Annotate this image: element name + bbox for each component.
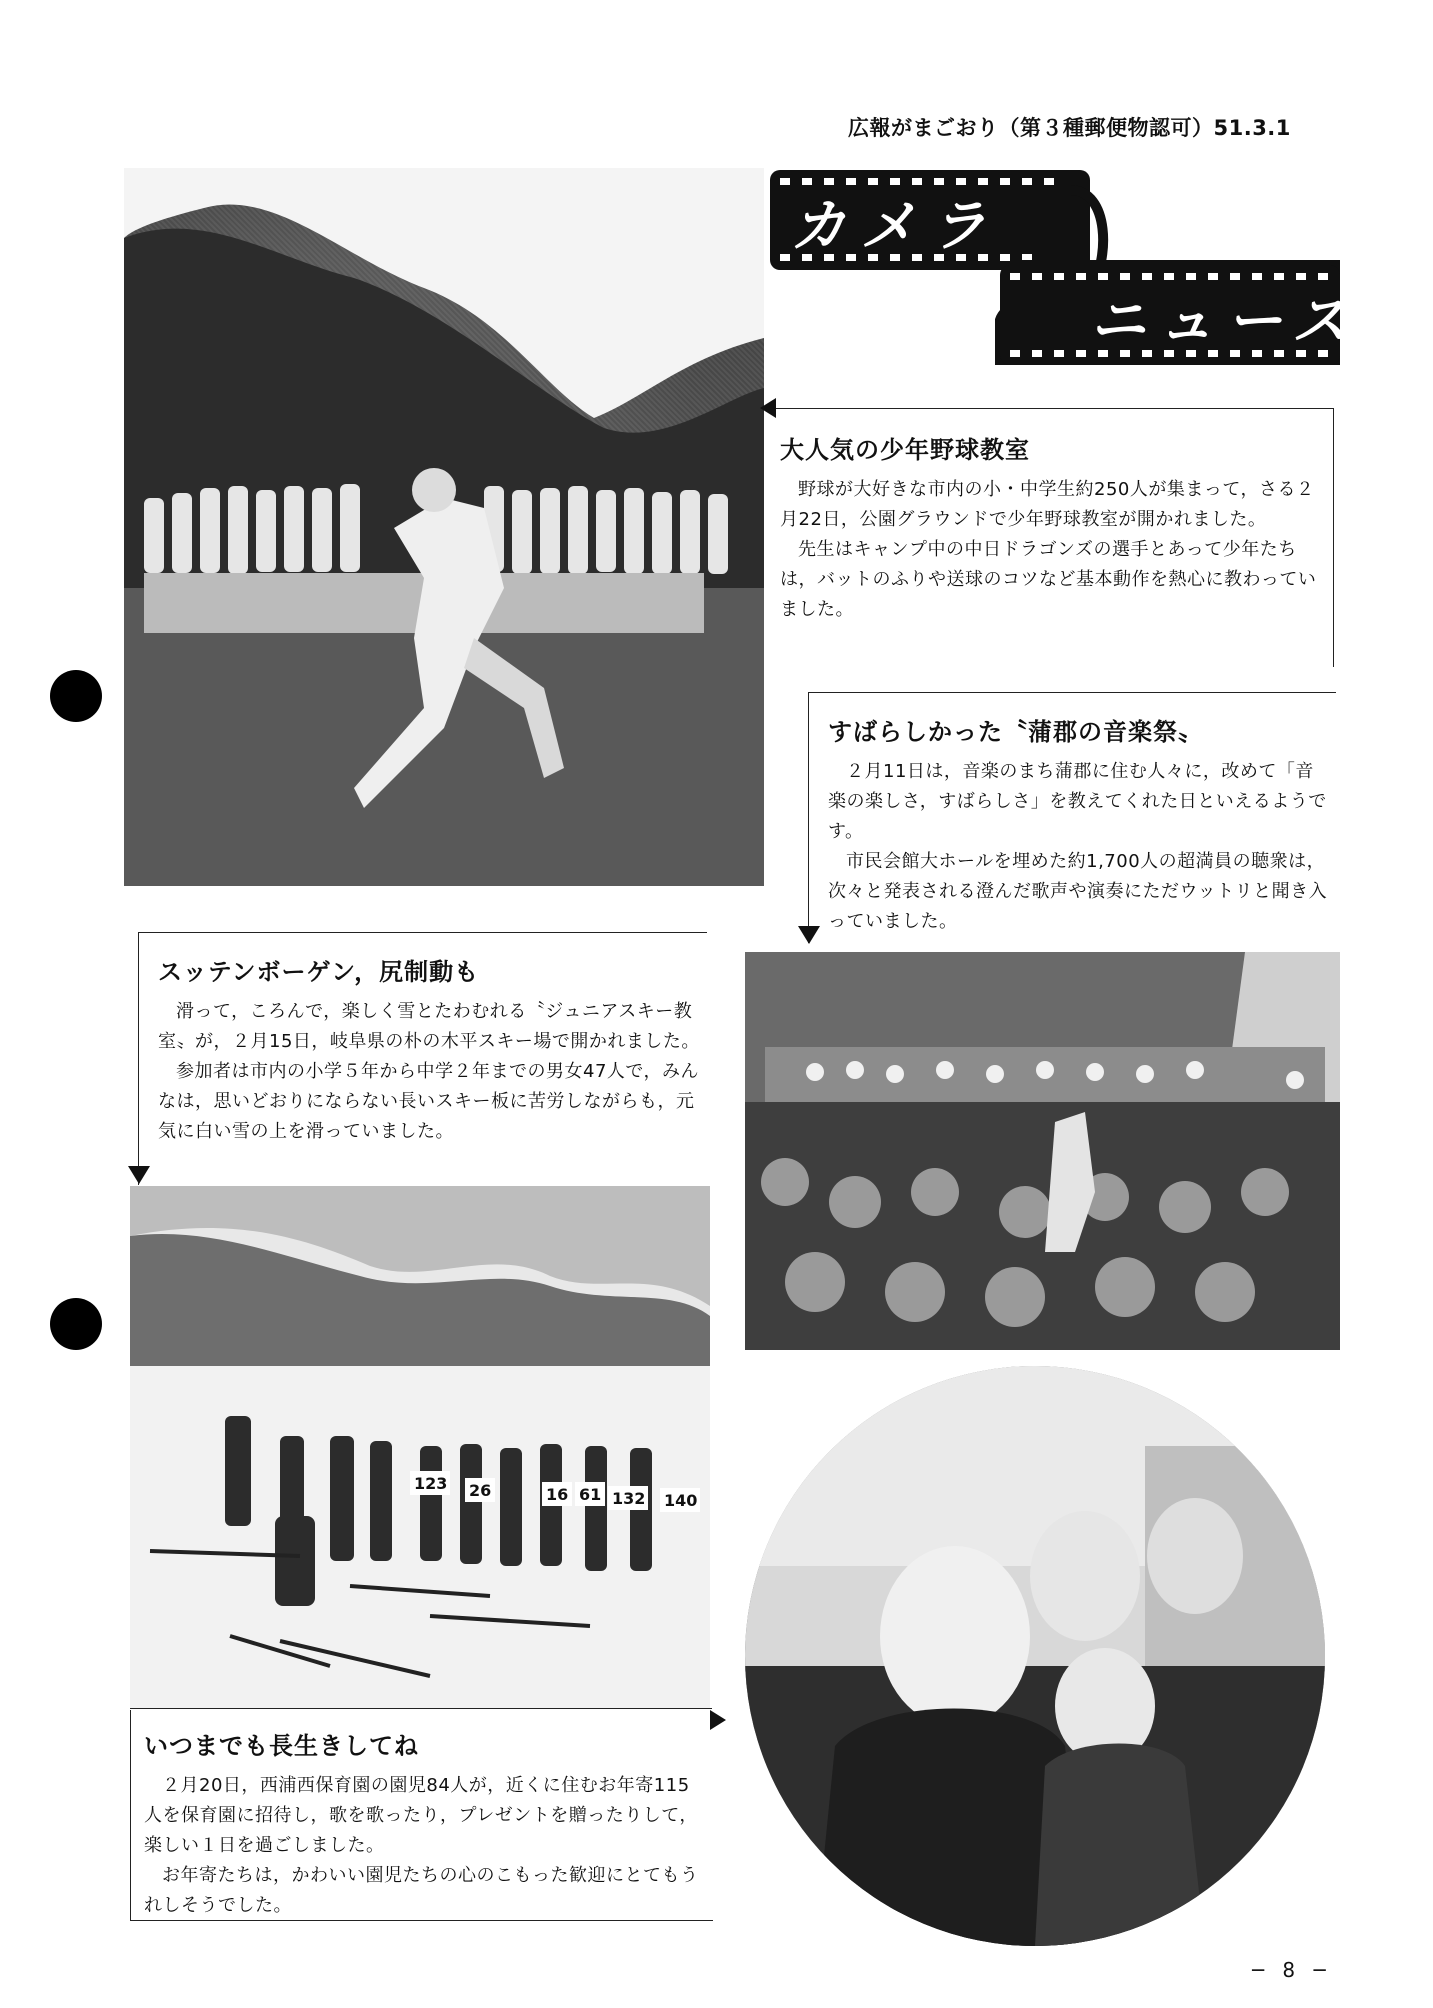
article-paragraph: 滑って，ころんで，楽しく雪とたわむれる〝ジュニアスキー教室〟が，２月15日，岐阜県の朴の木平スキー場で開かれました。 bbox=[158, 1001, 700, 1052]
ski-article bbox=[158, 952, 703, 1147]
article-title: スッテンボーゲン，尻制動も bbox=[158, 958, 480, 986]
article-paragraph: お年寄たちは，かわいい園児たちの心のこもった歓迎にとてもうれしそうでした。 bbox=[144, 1865, 699, 1916]
music-festival-photo bbox=[745, 952, 1340, 1350]
title-line-news: ニュース bbox=[1090, 289, 1340, 354]
article-paragraph: 参加者は市内の小学５年から中学２年までの男女47人で，みんなは，思いどおりにならない長いスキー板に苦労しながらも，元気に白い雪の上を滑っていました。 bbox=[158, 1061, 700, 1142]
right-arrow-icon bbox=[710, 1710, 726, 1730]
elders-article-top-rule bbox=[130, 1708, 712, 1709]
title-line-camera: カメラ bbox=[790, 194, 1000, 259]
article-paragraph: 市民会館大ホールを埋めた約1,700人の超満員の聴衆は，次々と発表される澄んだ歌声や演奏にただウットリと聞き入っていました。 bbox=[828, 851, 1328, 932]
camera-news-title bbox=[770, 170, 1340, 365]
binder-hole-top bbox=[50, 670, 102, 722]
article-paragraph: ２月11日は，音楽のまち蒲郡に住む人々に，改めて「音楽の楽しさ，すばらしさ」を教えてくれた日といえるようです。 bbox=[828, 761, 1327, 842]
left-arrow-icon bbox=[760, 398, 776, 418]
music-article bbox=[828, 712, 1328, 937]
ski-bib-number: 123 bbox=[414, 1474, 448, 1493]
binder-hole-bottom bbox=[50, 1298, 102, 1350]
article-paragraph: 先生はキャンプ中の中日ドラゴンズの選手とあって少年たちは，バットのふりや送球のコツなど基本動作を熱心に教わっていました。 bbox=[780, 539, 1317, 620]
elders-article bbox=[144, 1726, 704, 1921]
ski-bib-number: 16 bbox=[546, 1485, 569, 1504]
article-paragraph: ２月20日，西浦西保育園の園児84人が，近くに住むお年寄115人を保育園に招待し，歌を歌ったり，プレゼントを贈ったりして，楽しい１日を過ごしました。 bbox=[144, 1775, 698, 1856]
article-title: すばらしかった〝蒲郡の音楽祭〟 bbox=[828, 718, 1203, 746]
ski-bib-number: 140 bbox=[664, 1491, 698, 1510]
ski-bib-number: 26 bbox=[469, 1481, 492, 1500]
ski-class-photo bbox=[130, 1186, 710, 1708]
page-number: ─ 8 ─ bbox=[1252, 1958, 1332, 1982]
baseball-article bbox=[780, 430, 1320, 625]
ski-bib-number: 132 bbox=[612, 1489, 646, 1508]
article-title: いつまでも長生きしてね bbox=[144, 1732, 419, 1760]
ski-bib-number: 61 bbox=[579, 1485, 602, 1504]
down-arrow-icon bbox=[128, 1166, 150, 1184]
article-title: 大人気の少年野球教室 bbox=[780, 436, 1030, 464]
masthead: 広報がまごおり（第３種郵便物認可）51.3.1 bbox=[848, 116, 1291, 140]
kindergarten-elders-photo bbox=[745, 1366, 1325, 1946]
article-paragraph: 野球が大好きな市内の小・中学生約250人が集まって，さる２月22日，公園グラウンドで少年野球教室が開かれました。 bbox=[780, 479, 1315, 530]
baseball-class-photo bbox=[124, 168, 764, 886]
down-arrow-icon bbox=[798, 926, 820, 944]
